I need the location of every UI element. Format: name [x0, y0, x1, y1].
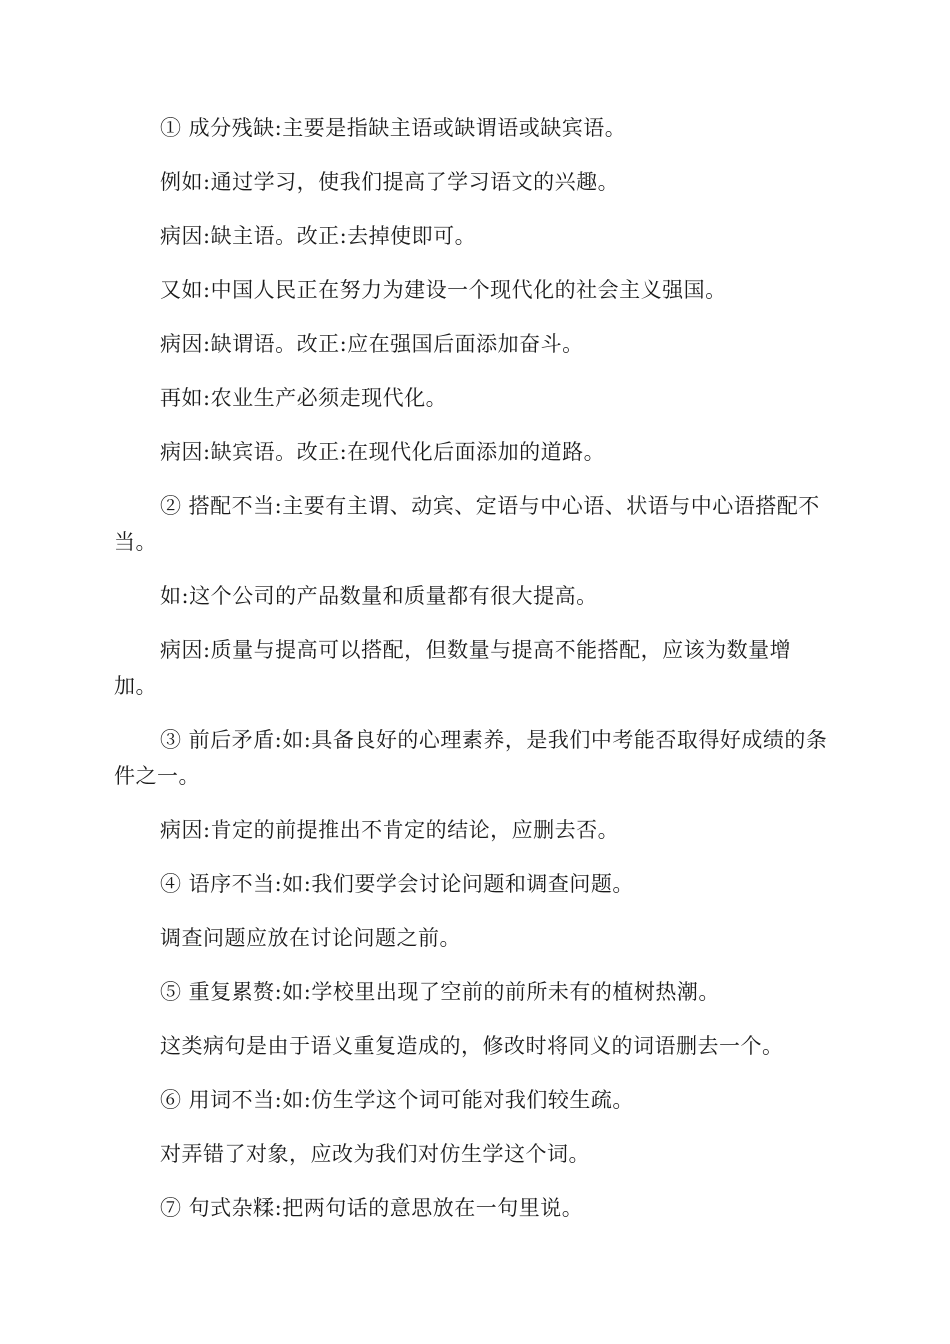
paragraph: 对弄错了对象，应改为我们对仿生学这个词。 [160, 1142, 590, 1166]
paragraph: ⑤ 重复累赘:如:学校里出现了空前的前所未有的植树热潮。 [160, 980, 720, 1004]
paragraph: 病因:质量与提高可以搭配，但数量与提高不能搭配，应该为数量增加。 [114, 638, 792, 698]
paragraph: 如:这个公司的产品数量和质量都有很大提高。 [160, 584, 598, 608]
paragraph: ③ 前后矛盾:如:具备良好的心理素养，是我们中考能否取得好成绩的条件之一。 [114, 728, 828, 788]
paragraph: 再如:农业生产必须走现代化。 [160, 386, 448, 410]
paragraph: 这类病句是由于语义重复造成的，修改时将同义的词语删去一个。 [160, 1034, 784, 1058]
paragraph: 病因:缺宾语。改正:在现代化后面添加的道路。 [160, 440, 606, 464]
paragraph: 病因:缺谓语。改正:应在强国后面添加奋斗。 [160, 332, 584, 356]
paragraph: 病因:肯定的前提推出不肯定的结论，应删去否。 [160, 818, 620, 842]
paragraph: ⑥ 用词不当:如:仿生学这个词可能对我们较生疏。 [160, 1088, 634, 1112]
paragraph: ② 搭配不当:主要有主谓、动宾、定语与中心语、状语与中心语搭配不当。 [114, 494, 820, 554]
paragraph: 病因:缺主语。改正:去掉使即可。 [160, 224, 477, 248]
paragraph: ① 成分残缺:主要是指缺主语或缺谓语或缺宾语。 [160, 116, 627, 140]
document-body [114, 110, 834, 1244]
paragraph: 调查问题应放在讨论问题之前。 [160, 926, 461, 950]
paragraph: ④ 语序不当:如:我们要学会讨论问题和调查问题。 [160, 872, 634, 896]
paragraph: 又如:中国人民正在努力为建设一个现代化的社会主义强国。 [160, 278, 727, 302]
paragraph: 例如:通过学习，使我们提高了学习语文的兴趣。 [160, 170, 620, 194]
paragraph: ⑦ 句式杂糅:把两句话的意思放在一句里说。 [160, 1196, 584, 1220]
